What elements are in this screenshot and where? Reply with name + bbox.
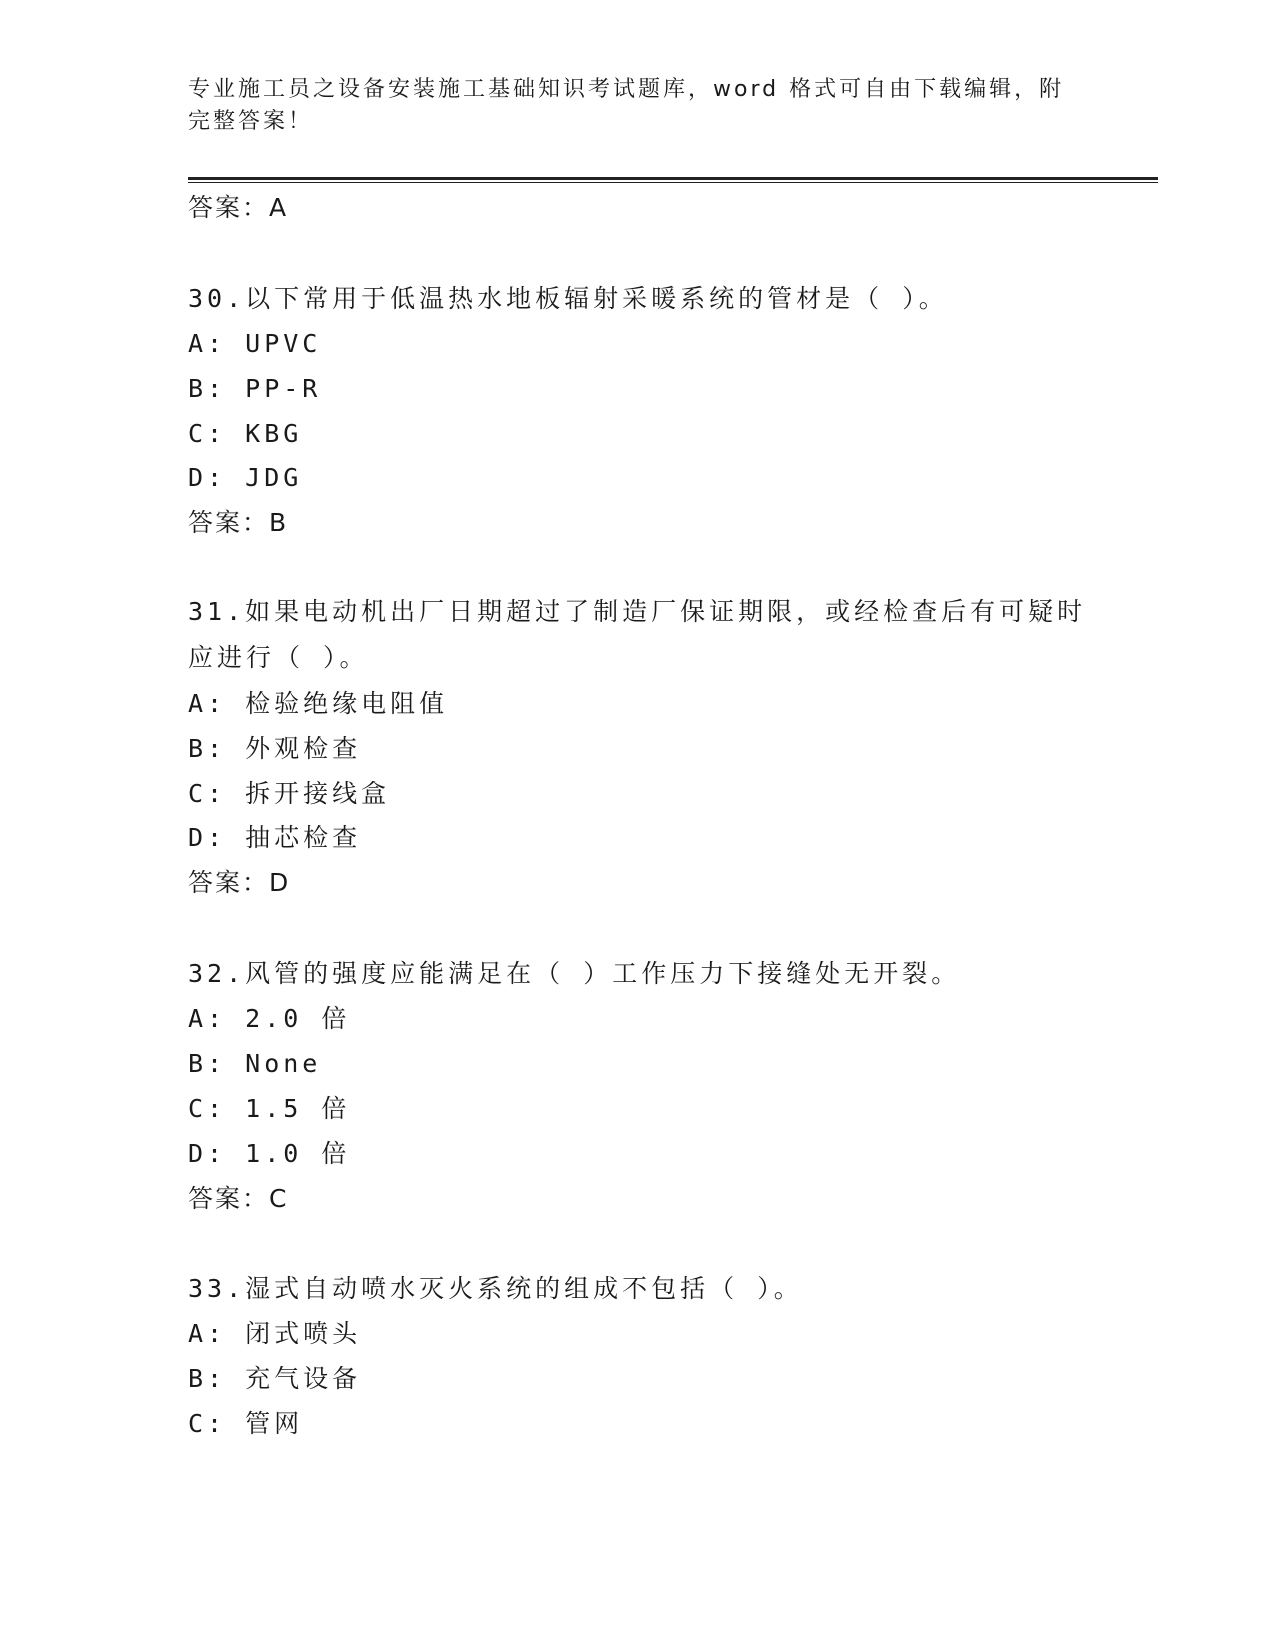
question-30-stem: 30.以下常用于低温热水地板辐射采暖系统的管材是（ ）。	[188, 284, 948, 313]
question-32-answer: 答案：C	[188, 1184, 289, 1213]
question-32-option-b: B: None	[188, 1049, 322, 1078]
question-33-stem: 33.湿式自动喷水灭火系统的组成不包括（ ）。	[188, 1274, 803, 1303]
question-30-option-d: D: JDG	[188, 463, 303, 492]
question-30-option-b: B: PP-R	[188, 374, 322, 403]
question-32-option-a: A: 2.0 倍	[188, 1004, 351, 1033]
prev-answer: 答案：A	[188, 193, 289, 222]
document-header: 专业施工员之设备安装施工基础知识考试题库，word 格式可自由下载编辑，附完整答案！	[188, 77, 1065, 134]
question-31-option-d: D: 抽芯检查	[188, 823, 362, 852]
question-31-option-c: C: 拆开接线盒	[188, 779, 391, 808]
question-33-option-c: C: 管网	[188, 1409, 304, 1438]
question-31-option-b: B: 外观检查	[188, 734, 362, 763]
header-divider-thin	[188, 182, 1158, 183]
question-31-stem: 31.如果电动机出厂日期超过了制造厂保证期限，或经检查后有可疑时应进行（ ）。	[188, 597, 1087, 672]
question-30-option-c: C: KBG	[188, 419, 303, 448]
question-32-option-c: C: 1.5 倍	[188, 1094, 351, 1123]
header-divider-thick	[188, 177, 1158, 180]
question-31-answer: 答案：D	[188, 868, 291, 897]
question-32-stem: 32.风管的强度应能满足在（ ）工作压力下接缝处无开裂。	[188, 959, 961, 988]
question-33-option-b: B: 充气设备	[188, 1364, 362, 1393]
question-31-option-a: A: 检验绝缘电阻值	[188, 689, 449, 718]
question-32-option-d: D: 1.0 倍	[188, 1139, 351, 1168]
question-33-option-a: A: 闭式喷头	[188, 1319, 362, 1348]
question-30-option-a: A: UPVC	[188, 329, 322, 358]
question-30-answer: 答案：B	[188, 508, 289, 537]
